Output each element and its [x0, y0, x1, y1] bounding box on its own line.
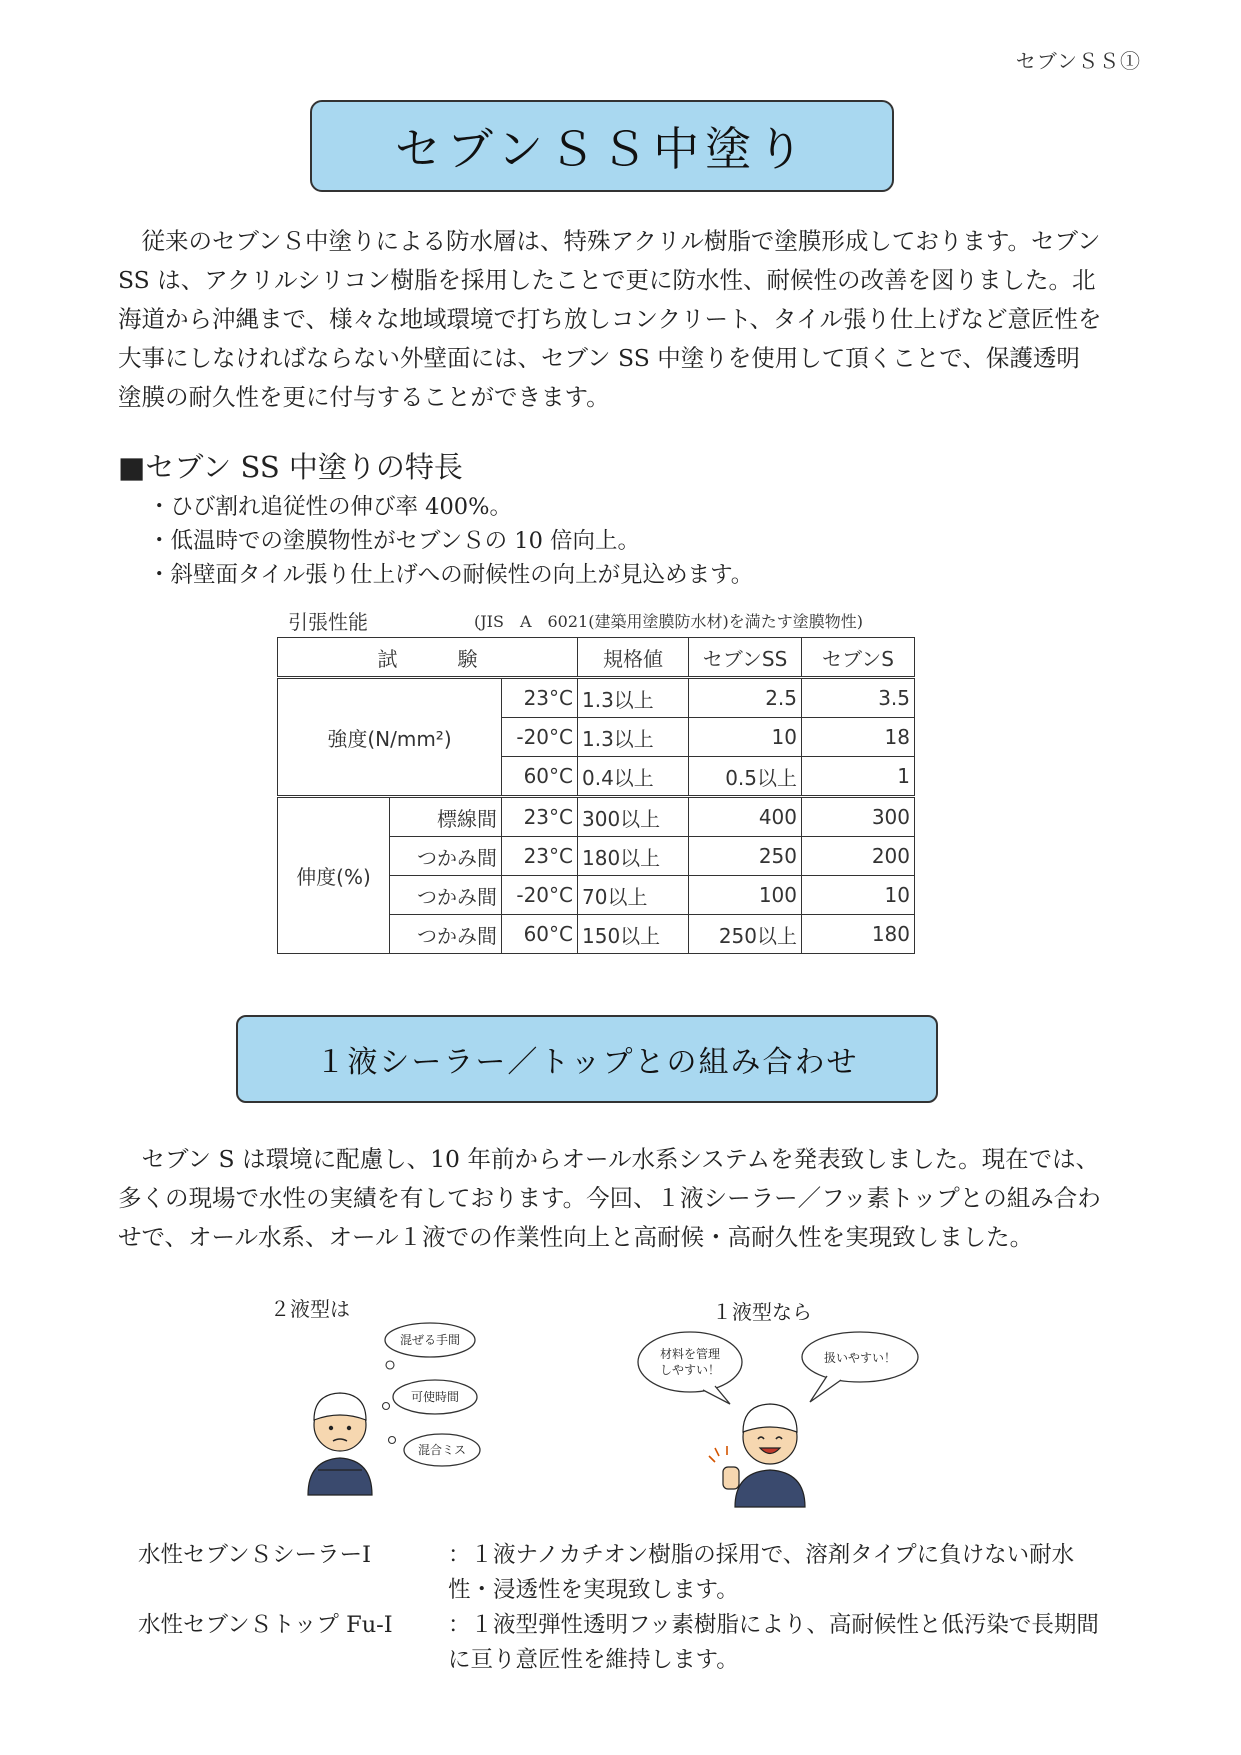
table-caption	[288, 606, 928, 635]
worker-smiling	[709, 1404, 805, 1507]
speech-bubbles	[638, 1332, 918, 1404]
tensile-spec-table	[277, 637, 915, 954]
section2-title: １液シーラー／トップとの組み合わせ	[236, 1015, 938, 1103]
table-row	[278, 797, 915, 837]
cell-s: 200	[802, 837, 915, 876]
product-name: 水性セブンＳシーラーⅠ	[138, 1542, 371, 1568]
header-standard: 規格値	[578, 638, 689, 678]
cell-ss: 250以上	[689, 915, 802, 954]
bubble-easy-manage-line2: しやすい！	[659, 1363, 721, 1377]
eye	[329, 1426, 333, 1430]
product-item	[138, 1538, 1108, 1608]
intro-text: 従来のセブンＳ中塗りによる防水層は、特殊アクリル樹脂で塗膜形成しております。セブン SS は、アクリルシリコン樹脂を採用したことで更に防水性、耐候性の改善を図りました。北海道から沖縄まで、様々な地域環境で打ち放しコンクリート、タイル張り仕上げなど意匠性を大事にしなければならない外壁面には、セブン SS 中塗りを使用して頂くことで、保護透明塗膜の耐久性を更に付与することができます。	[118, 227, 1102, 411]
section2-text: セブン S は環境に配慮し、10 年前からオール水系システムを発表致しました。現在では、多くの現場で水性の実績を有しております。今回、１液シーラー／フッ素トップとの組み合わせで、オール水系、オール１液での作業性向上と高耐候・高耐久性を実現致しました。	[118, 1145, 1101, 1251]
worker-frowning	[308, 1393, 372, 1495]
cell-temp: -20°C	[502, 718, 578, 757]
cell-standard: 1.3以上	[578, 718, 689, 757]
product-list	[138, 1538, 1108, 1678]
cell-s: 18	[802, 718, 915, 757]
cell-ss: 2.5	[689, 678, 802, 718]
table-caption-note: (JIS A 6021(建築用塗膜防水材)を満たす塗膜物性)	[474, 612, 863, 631]
section2-paragraph	[118, 1140, 1103, 1257]
cell-temp: 23°C	[502, 678, 578, 718]
features-heading: ■セブン SS 中塗りの特長	[118, 450, 463, 484]
cell-standard: 180以上	[578, 837, 689, 876]
thumbs-up-hand	[723, 1467, 739, 1489]
jacket	[735, 1470, 805, 1507]
cell-temp: 23°C	[502, 797, 578, 837]
elongation-label: 伸度(%)	[278, 797, 390, 954]
bubble-easy-handle-text: 扱いやすい！	[823, 1351, 897, 1365]
cell-standard: 1.3以上	[578, 678, 689, 718]
cell-temp: 60°C	[502, 915, 578, 954]
page-title: セブンＳＳ中塗り	[310, 100, 894, 192]
table-caption-title: 引張性能	[288, 610, 368, 634]
cell-s: 180	[802, 915, 915, 954]
table-header-row	[278, 638, 915, 678]
bubble-mix-effort-text: 混ぜる手間	[399, 1333, 461, 1347]
eye	[347, 1426, 351, 1430]
cell-ss: 400	[689, 797, 802, 837]
cell-standard: 300以上	[578, 797, 689, 837]
feature-item: ・ 低温時での塗膜物性がセブンＳの 10 倍向上。	[148, 524, 753, 558]
sparkle-lines	[709, 1446, 727, 1462]
header-seven-s: セブンS	[802, 638, 915, 678]
cell-method: つかみ間	[390, 876, 502, 915]
bubble-dot	[389, 1437, 396, 1444]
product-desc: ：１液型弾性透明フッ素樹脂により、高耐候性と低汚染で長期間に亘り意匠性を維持します。	[448, 1612, 1099, 1673]
header-test: 試 験	[278, 638, 578, 678]
cell-s: 300	[802, 797, 915, 837]
cell-method: つかみ間	[390, 837, 502, 876]
jacket	[308, 1458, 372, 1495]
header-seven-ss: セブンSS	[689, 638, 802, 678]
bubble-dot	[383, 1403, 390, 1410]
bubble-easy-manage	[638, 1332, 742, 1392]
feature-item: ・ 斜壁面タイル張り仕上げへの耐候性の向上が見込めます。	[148, 558, 753, 592]
product-desc: ：１液ナノカチオン樹脂の採用で、溶剤タイプに負けない耐水性・浸透性を実現致します。	[448, 1542, 1075, 1603]
bubble-tail	[703, 1386, 730, 1404]
cell-ss: 10	[689, 718, 802, 757]
strength-label: 強度(N/mm²)	[278, 678, 502, 797]
cell-standard: 0.4以上	[578, 757, 689, 797]
one-part-illustration	[615, 1322, 935, 1512]
one-part-label: １液型なら	[712, 1300, 812, 1324]
cell-ss: 250	[689, 837, 802, 876]
bubble-pot-life-text: 可使時間	[410, 1390, 460, 1404]
bubble-mix-error-text: 混合ミス	[417, 1443, 467, 1457]
two-part-label: ２液型は	[270, 1297, 350, 1321]
bubble-easy-manage-line1: 材料を管理	[659, 1347, 721, 1361]
cell-ss: 0.5以上	[689, 757, 802, 797]
product-name: 水性セブンＳトップ Fu-Ⅰ	[138, 1612, 393, 1638]
page-label: セブンＳＳ①	[1015, 49, 1141, 73]
cell-method: 標線間	[390, 797, 502, 837]
cell-s: 1	[802, 757, 915, 797]
cell-standard: 70以上	[578, 876, 689, 915]
cell-temp: -20°C	[502, 876, 578, 915]
bubble-tail	[810, 1376, 841, 1402]
cell-temp: 23°C	[502, 837, 578, 876]
cell-temp: 60°C	[502, 757, 578, 797]
cell-ss: 100	[689, 876, 802, 915]
cell-s: 10	[802, 876, 915, 915]
product-item	[138, 1608, 1108, 1678]
two-part-illustration	[300, 1320, 500, 1520]
bubble-dot	[386, 1361, 394, 1369]
feature-item: ・ ひび割れ追従性の伸び率 400%。	[148, 490, 753, 524]
table-row	[278, 678, 915, 718]
features-list	[148, 490, 753, 592]
thought-bubbles	[383, 1323, 481, 1466]
cell-standard: 150以上	[578, 915, 689, 954]
cell-method: つかみ間	[390, 915, 502, 954]
cell-s: 3.5	[802, 678, 915, 718]
intro-paragraph	[118, 222, 1103, 417]
